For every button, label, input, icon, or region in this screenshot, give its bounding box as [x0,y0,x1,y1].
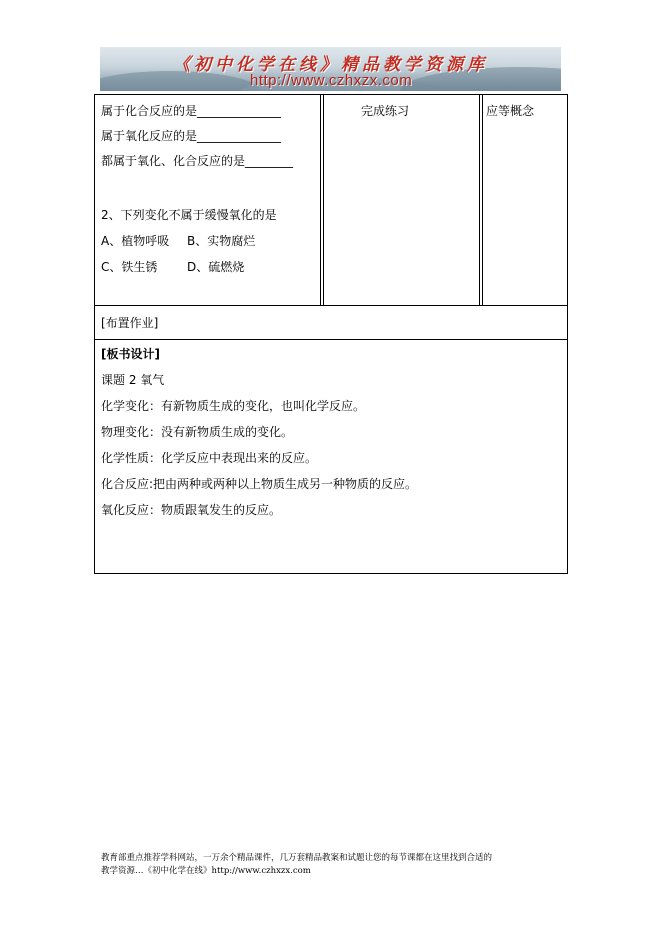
board-line-chemical-property: 化学性质：化学反应中表现出来的反应。 [101,451,318,465]
answer-blank: ______________ [197,104,282,118]
footer-url-link[interactable]: http://www.czhxzx.com [211,866,311,876]
option-b: B、实物腐烂 [187,234,256,248]
page-footer [101,852,571,878]
exercise-line-3 [101,152,293,169]
table-row-board-design [95,340,567,573]
homework-heading: [布置作业] [101,316,159,330]
exercise-text: 属于化合反应的是 [101,104,198,118]
answer-blank: ________ [245,154,294,168]
footer-line-1: 教育部重点推荐学科网站，一万余个精品课件，几万套精品教案和试题让您的每节课都在这里找到合适的 [101,853,493,863]
header-banner [100,47,561,91]
exercise-text: 属于氧化反应的是 [101,129,198,143]
exercise-line-2 [101,127,281,144]
column-divider [323,95,324,305]
banner-url-link[interactable]: http://www.czhxzx.com [250,72,413,89]
banner-title: 《初中化学在线》精品教学资源库 [173,55,488,75]
table-row-exercises [95,95,567,306]
exercise-line-1 [101,102,281,119]
footer-text: 教学资源…《初中化学在线》 [101,866,212,876]
question-2: 2、下列变化不属于缓慢氧化的是 [101,208,277,222]
board-line-oxidation-reaction: 氧化反应：物质跟氧发生的反应。 [101,503,282,517]
board-line-physical-change: 物理变化：没有新物质生成的变化。 [101,425,294,439]
board-design-heading: [板书设计] [101,347,160,361]
option-c: C、铁生锈 [101,260,158,274]
column-divider [479,95,480,305]
board-line-combination-reaction: 化合反应:把由两种或两种以上物质生成另一种物质的反应。 [101,477,418,491]
answer-blank: ______________ [197,129,282,143]
student-activity-label: 完成练习 [361,104,410,118]
column-divider [482,95,483,305]
design-intent-label: 应等概念 [486,104,535,118]
column-divider [320,95,321,305]
footer-line-2 [101,865,571,878]
board-line-topic: 课题 2 氧气 [101,373,165,387]
exercise-text: 都属于氧化、化合反应的是 [101,154,246,168]
option-a: A、植物呼吸 [101,234,170,248]
lesson-table [94,94,568,574]
board-line-chemical-change: 化学变化：有新物质生成的变化，也叫化学反应。 [101,399,366,413]
option-d: D、硫燃烧 [187,260,245,274]
table-row-homework [95,305,567,340]
